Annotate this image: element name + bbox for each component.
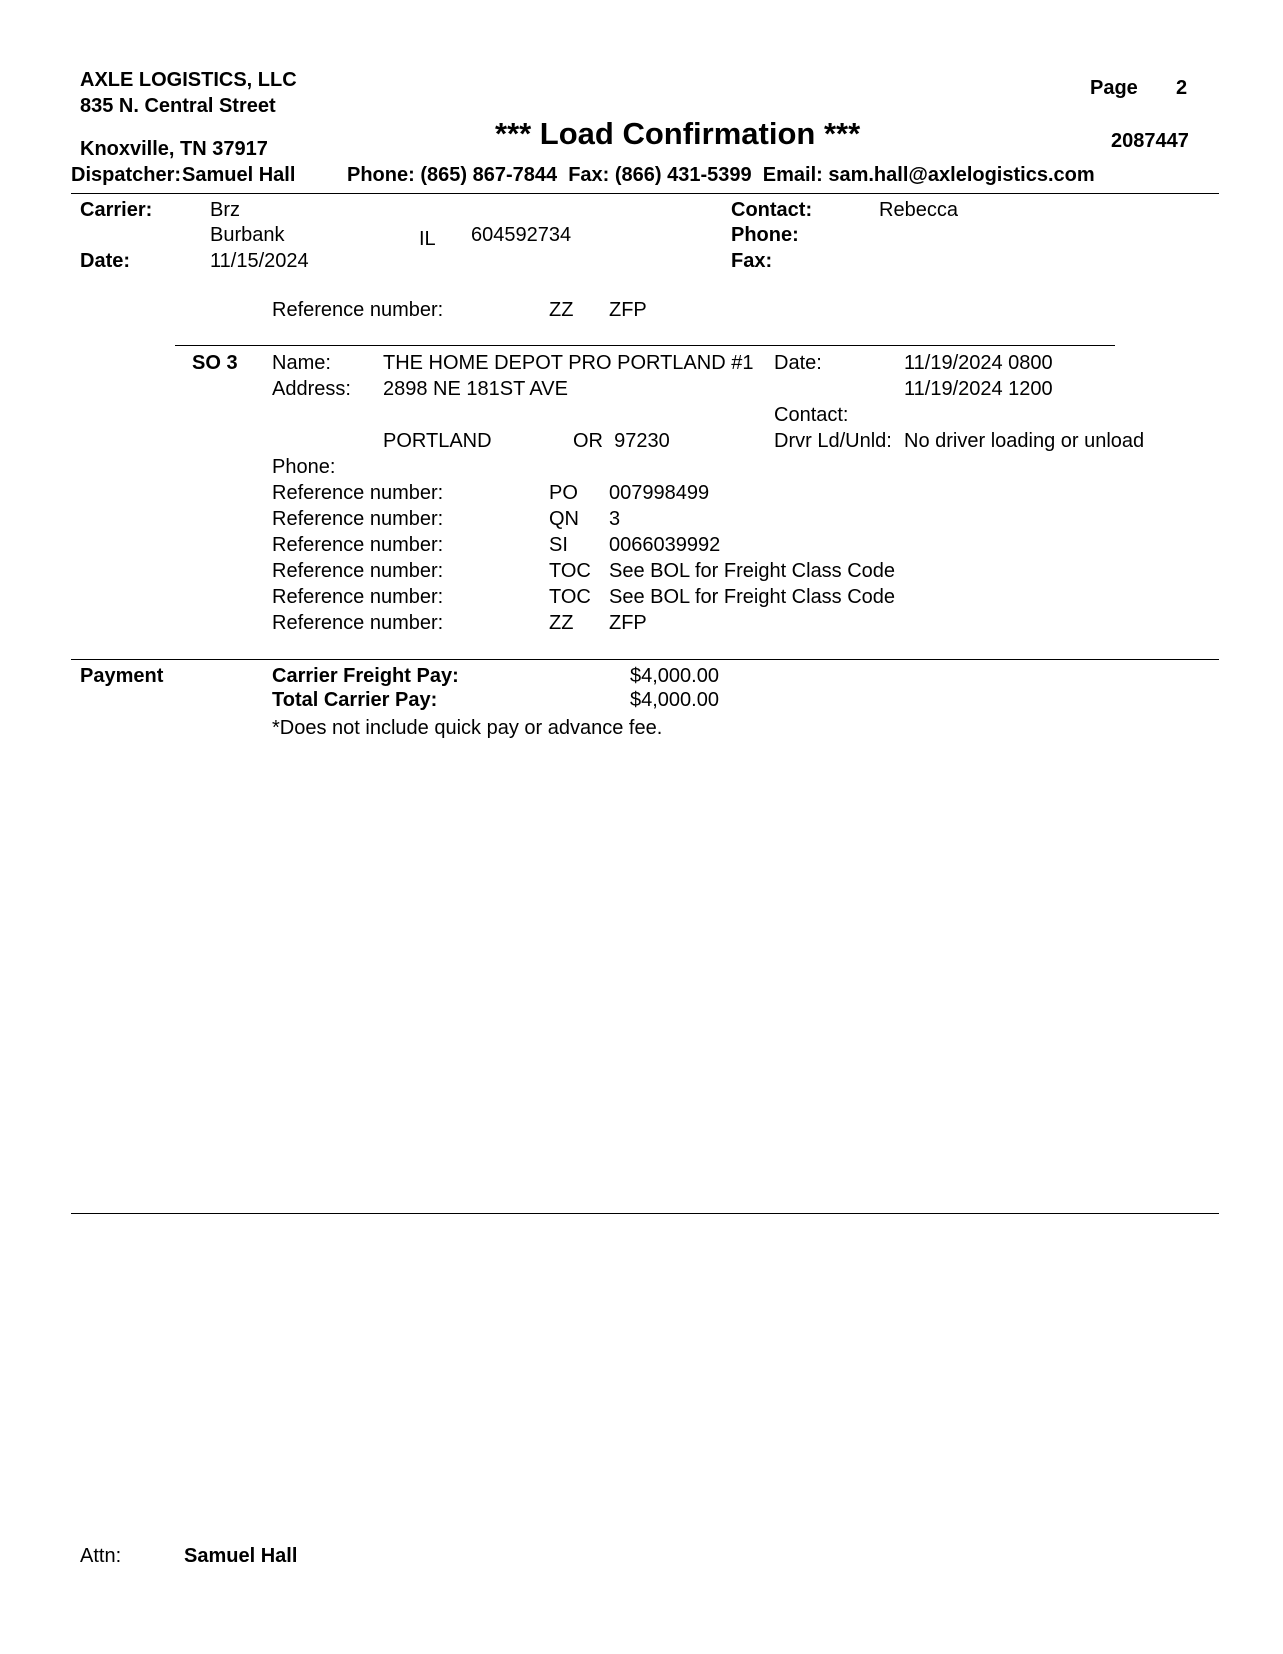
stop-label: SO 3 (192, 352, 238, 374)
reference-label: Reference number: (272, 612, 444, 634)
carrier-reference-value: ZFP (609, 299, 647, 321)
stop-phone-label: Phone: (272, 456, 336, 478)
company-city: Knoxville, TN 37917 (80, 138, 268, 160)
dispatcher-contact-line: Phone: (865) 867-7844 Fax: (866) 431-5399 Email: sam.hall@axlelogistics.com (347, 164, 1095, 186)
stop-date-to: 11/19/2024 1200 (904, 378, 1053, 400)
reference-code: SI (549, 534, 568, 556)
stop-state-zip: OR 97230 (573, 430, 670, 452)
carrier-phone-label: Phone: (731, 224, 799, 246)
company-name: AXLE LOGISTICS, LLC (80, 69, 297, 91)
reference-code: TOC (549, 560, 591, 582)
freight-pay-amount: $4,000.00 (630, 665, 719, 687)
reference-value: ZFP (609, 612, 647, 634)
stop-date-from: 11/19/2024 0800 (904, 352, 1053, 374)
payment-label: Payment (80, 665, 164, 687)
footer-divider (71, 1213, 1219, 1214)
reference-value: See BOL for Freight Class Code (609, 586, 896, 608)
stop-driver-label: Drvr Ld/Unld: (774, 430, 892, 452)
stop-driver-value: No driver loading or unload (904, 430, 1145, 452)
page-number: 2 (1176, 77, 1188, 99)
reference-value: 007998499 (609, 482, 710, 504)
payment-note: *Does not include quick pay or advance fee. (272, 717, 663, 739)
carrier-date-label: Date: (80, 250, 131, 272)
reference-label: Reference number: (272, 534, 444, 556)
attn-name: Samuel Hall (184, 1545, 298, 1567)
carrier-label: Carrier: (80, 199, 153, 221)
load-number: 2087447 (1111, 130, 1189, 152)
reference-code: PO (549, 482, 578, 504)
document-title: *** Load Confirmation *** (495, 116, 861, 151)
total-pay-amount: $4,000.00 (630, 689, 719, 711)
carrier-fax-label: Fax: (731, 250, 773, 272)
header-divider (71, 193, 1219, 194)
dispatcher-label: Dispatcher: (71, 164, 182, 186)
page-label: Page (1090, 77, 1138, 99)
reference-code: TOC (549, 586, 591, 608)
carrier-contact-label: Contact: (731, 199, 813, 221)
carrier-date: 11/15/2024 (210, 250, 309, 272)
carrier-city: Burbank (210, 224, 285, 246)
company-street: 835 N. Central Street (80, 95, 276, 117)
stop-contact-label: Contact: (774, 404, 849, 426)
attn-label: Attn: (80, 1545, 122, 1567)
stop-address-label: Address: (272, 378, 351, 400)
carrier-name: Brz (210, 199, 240, 221)
freight-pay-label: Carrier Freight Pay: (272, 665, 459, 687)
stop-city: PORTLAND (383, 430, 492, 452)
reference-label: Reference number: (272, 482, 444, 504)
reference-label: Reference number: (272, 560, 444, 582)
stop-date-label: Date: (774, 352, 822, 374)
carrier-zip: 604592734 (471, 224, 572, 246)
reference-label: Reference number: (272, 508, 444, 530)
stop-name-label: Name: (272, 352, 331, 374)
total-pay-label: Total Carrier Pay: (272, 689, 438, 711)
payment-divider (71, 659, 1219, 660)
stop-name: THE HOME DEPOT PRO PORTLAND #1 (383, 352, 754, 374)
reference-value: 3 (609, 508, 621, 530)
carrier-state: IL (419, 228, 436, 250)
carrier-contact: Rebecca (879, 199, 958, 221)
stop-address: 2898 NE 181ST AVE (383, 378, 568, 400)
carrier-reference-label: Reference number: (272, 299, 444, 321)
reference-code: ZZ (549, 612, 574, 634)
reference-value: 0066039992 (609, 534, 721, 556)
carrier-reference-code: ZZ (549, 299, 574, 321)
reference-value: See BOL for Freight Class Code (609, 560, 896, 582)
reference-code: QN (549, 508, 579, 530)
reference-label: Reference number: (272, 586, 444, 608)
dispatcher-name: Samuel Hall (182, 164, 296, 186)
stop-divider (175, 345, 1115, 346)
